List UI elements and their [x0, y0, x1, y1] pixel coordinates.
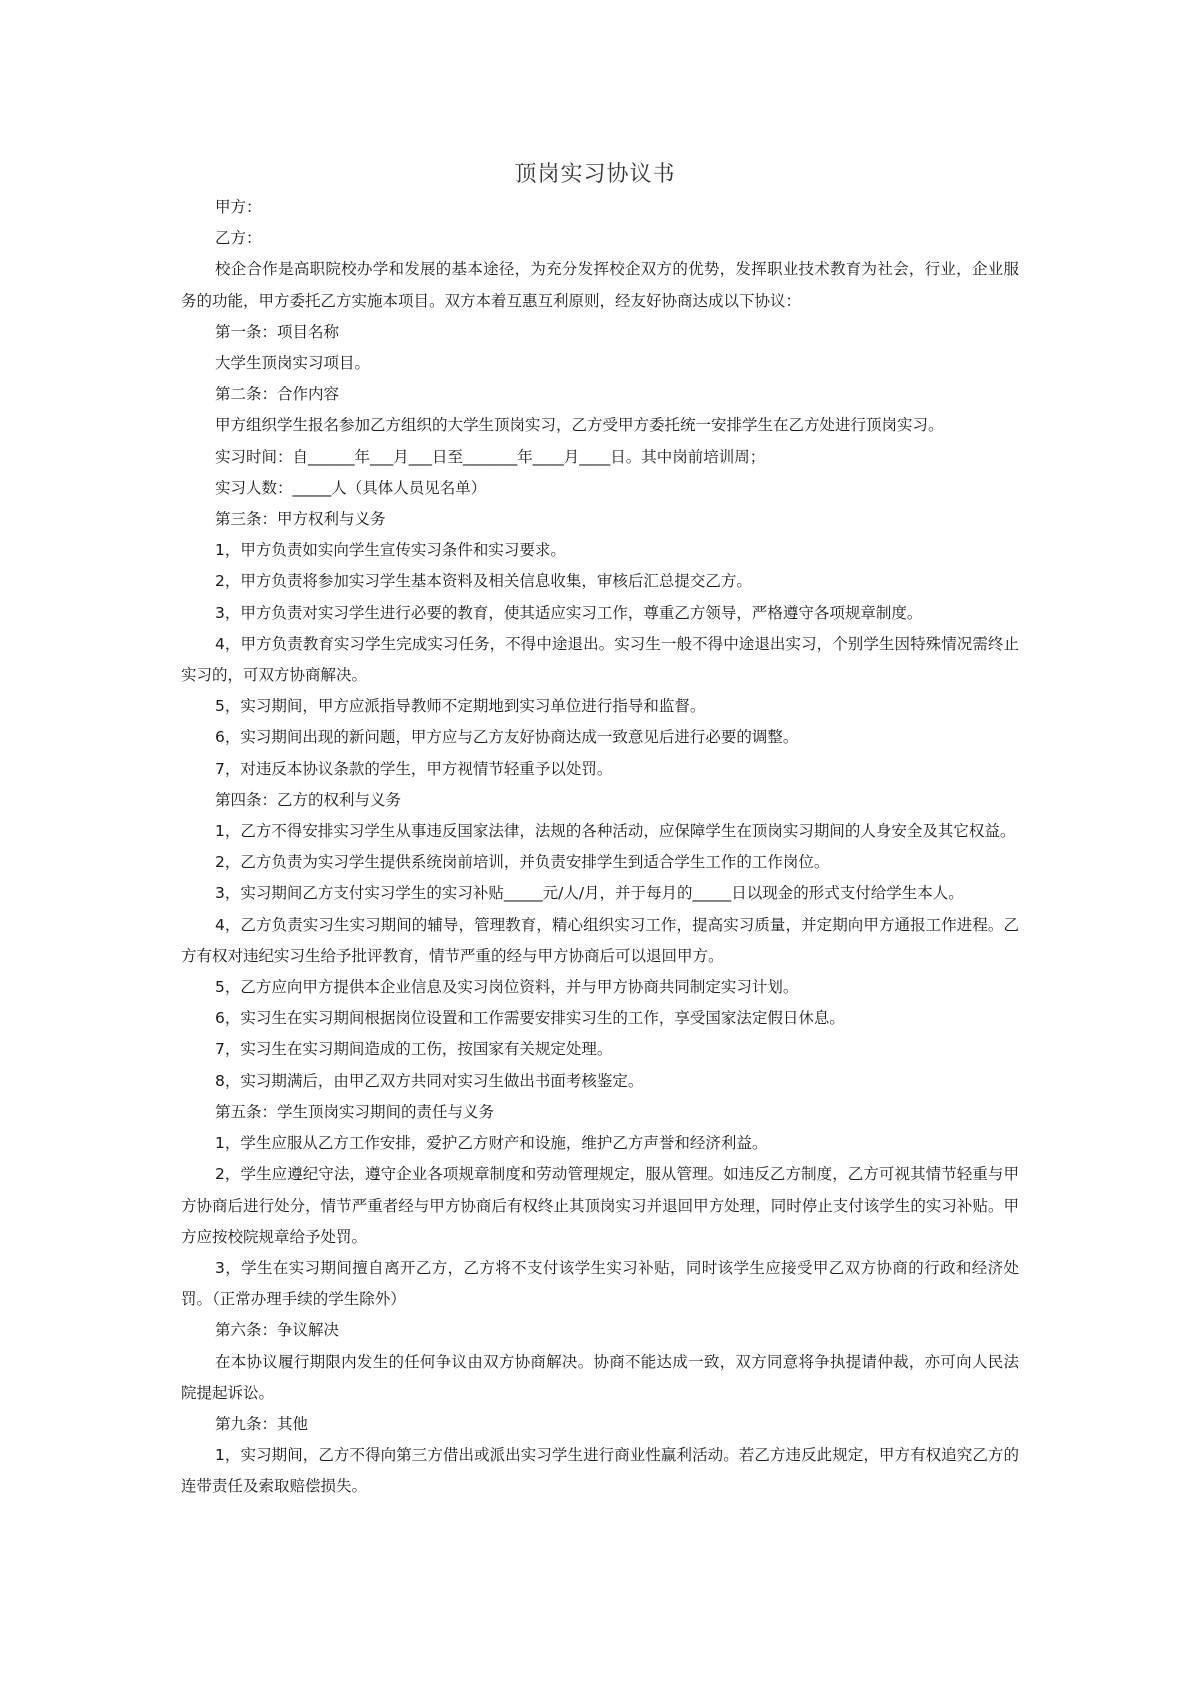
- article-4-clause-5: 5，乙方应向甲方提供本企业信息及实习岗位资料，并与甲方协商共同制定实习计划。: [215, 978, 799, 997]
- party-b-line: 乙方：: [215, 229, 262, 248]
- article-3-clause-6: 6，实习期间出现的新问题，甲方应与乙方友好协商达成一致意见后进行必要的调整。: [215, 728, 799, 747]
- article-3-clause-7: 7，对违反本协议条款的学生，甲方视情节轻重予以处罚。: [215, 759, 613, 778]
- article-4-clause-4: 4，乙方负责实习生实习期间的辅导，管理教育，精心组织实习工作，提高实习质量，并定期向甲方通报工作进程。乙方有权对违纪实习生给予批评教育，情节严重的经与甲方协商后可以退回甲方。: [181, 915, 1019, 965]
- party-a-line: 甲方：: [215, 198, 262, 216]
- article-3-clause-5: 5，实习期间，甲方应派指导教师不定期地到实习单位进行指导和监督。: [215, 697, 706, 716]
- article-4-clause-6: 6，实习生在实习期间根据岗位设置和工作需要安排实习生的工作，享受国家法定假日休息。: [215, 1009, 845, 1028]
- article-9-heading: 第九条：其他: [215, 1414, 309, 1433]
- article-4-clause-8: 8，实习期满后，由甲乙双方共同对实习生做出书面考核鉴定。: [215, 1071, 644, 1090]
- article-3-clause-2: 2，甲方负责将参加实习学生基本资料及相关信息收集，审核后汇总提交乙方。: [215, 572, 752, 591]
- article-3-clause-3: 3，甲方负责对实习学生进行必要的教育，使其适应实习工作，尊重乙方领导，严格遵守各项规章制度。: [215, 603, 923, 622]
- document-body: [181, 192, 1019, 1503]
- article-2-text: 甲方组织学生报名参加乙方组织的大学生顶岗实习，乙方受甲方委托统一安排学生在乙方处进行顶岗实习。: [215, 416, 944, 435]
- article-3-clause-1: 1，甲方负责如实向学生宣传实习条件和实习要求。: [215, 541, 566, 560]
- article-5-clause-2: 2，学生应遵纪守法，遵守企业各项规章制度和劳动管理规定，服从管理。如违反乙方制度，乙方可视其情节轻重与甲方协商后进行处分，情节严重者经与甲方协商后有权终止其顶岗实习并退回甲方处理，同时停止支付该学生的实习补贴。甲方应按校院规章给予处罚。: [181, 1165, 1019, 1246]
- article-6-heading: 第六条：争议解决: [215, 1321, 340, 1340]
- article-6-text: 在本协议履行期限内发生的任何争议由双方协商解决。协商不能达成一致，双方同意将争执提请仲裁，亦可向人民法院提起诉讼。: [181, 1352, 1019, 1402]
- article-3-heading: 第三条：甲方权利与义务: [215, 510, 386, 529]
- article-5-clause-3: 3，学生在实习期间擅自离开乙方，乙方将不支付该学生实习补贴，同时该学生应接受甲乙双方协商的行政和经济处罚。（正常办理手续的学生除外）: [181, 1258, 1019, 1309]
- internship-period-line: 实习时间：自______年___月___日至_______年____月____日。其中岗前培训周；: [215, 447, 766, 466]
- article-9-clause-1: 1，实习期间，乙方不得向第三方借出或派出实习学生进行商业性赢利活动。若乙方违反此规定，甲方有权追究乙方的连带责任及索取赔偿损失。: [181, 1446, 1019, 1496]
- article-5-clause-1: 1，学生应服从乙方工作安排，爱护乙方财产和设施，维护乙方声誉和经济利益。: [215, 1134, 768, 1153]
- article-4-heading: 第四条：乙方的权利与义务: [215, 790, 402, 809]
- internship-count-line: 实习人数：_____人（具体人员见名单）: [215, 478, 487, 497]
- article-1-heading: 第一条：项目名称: [215, 322, 340, 341]
- preamble-paragraph: 校企合作是高职院校办学和发展的基本途径，为充分发挥校企双方的优势，发挥职业技术教育为社会，行业，企业服务的功能，甲方委托乙方实施本项目。双方本着互惠互利原则，经友好协商达成以下协议：: [181, 260, 1019, 310]
- document-title: 顶岗实习协议书: [514, 162, 676, 187]
- article-3-clause-4: 4，甲方负责教育实习学生完成实习任务，不得中途退出。实习生一般不得中途退出实习，个别学生因特殊情况需终止实习的，可双方协商解决。: [181, 634, 1019, 685]
- article-2-heading: 第二条：合作内容: [215, 385, 340, 404]
- article-5-heading: 第五条：学生顶岗实习期间的责任与义务: [215, 1102, 495, 1121]
- article-4-clause-1: 1，乙方不得安排实习学生从事违反国家法律，法规的各种活动，应保障学生在顶岗实习期间的人身安全及其它权益。: [215, 822, 1016, 841]
- article-1-text: 大学生顶岗实习项目。: [215, 354, 371, 373]
- article-4-clause-7: 7，实习生在实习期间造成的工伤，按国家有关规定处理。: [215, 1040, 613, 1059]
- article-4-clause-2: 2，乙方负责为实习学生提供系统岗前培训，并负责安排学生到适合学生工作的工作岗位。: [215, 853, 830, 872]
- article-4-clause-3: 3，实习期间乙方支付实习学生的实习补贴_____元/人/月，并于每月的_____日以现金的形式支付给学生本人。: [215, 884, 964, 903]
